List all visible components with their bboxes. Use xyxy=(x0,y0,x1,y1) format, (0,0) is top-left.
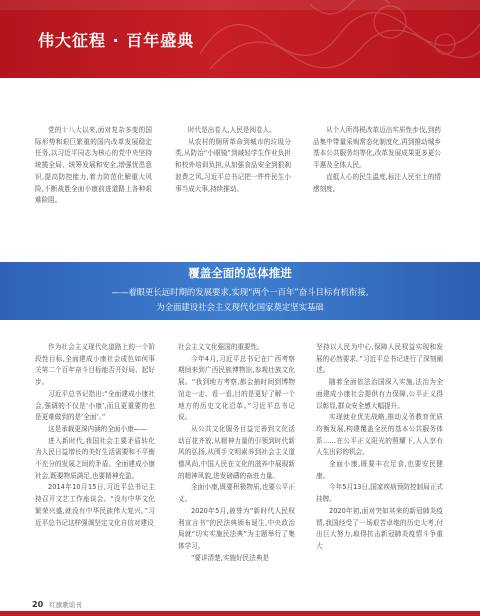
paragraph: 全面小康,既要丰衣足食,也要安民健康。 xyxy=(316,460,443,480)
bottom-column-2 xyxy=(178,342,295,592)
paragraph: 随着全面依法治国深入实施,法治为全面建成小康社会提供有力保障,公平正义得以彰显,群众安全感大幅提升。 xyxy=(316,378,443,410)
top-column-3 xyxy=(313,125,441,235)
subsection-band xyxy=(0,262,480,320)
paragraph: 进入新时代,我国社会主要矛盾转化为人民日益增长的美好生活需要和不平衡不充分的发展之间的矛盾。全面建成小康社会,既要物质满足,也要精神充盈。 xyxy=(35,436,155,480)
paragraph: 今年4月,习近平总书记在广西考察期间来到广西民族博物馆,参观壮族文化展。“我到地方考察,都会抽时间到博物馆走一走、看一看,目的是更好了解一个地方的历史文化沿革。”习近平总书记说。 xyxy=(178,354,295,422)
subsection-title: 覆盖全面的总体推进 xyxy=(188,266,292,280)
paragraph: 实现就业优先战略,推动义务教育优质均衡发展,构建覆盖全民的基本公共服务体系……在公平正义阳光的照耀下,人人享有人生出彩的机会。 xyxy=(316,413,443,457)
paragraph: 直抵人心的民生温度,标注人民至上的情感刻度。 xyxy=(313,172,441,193)
paragraph: 全面小康,既要积极物质,也要公平正义。 xyxy=(178,483,295,504)
bottom-column-1 xyxy=(35,342,155,592)
paragraph: 2014年10月15日,习近平总书记主持召开文艺工作座谈会。“没有中华文化繁荣兴盛,就没有中华民族伟大复兴。”习近平总书记这样强调坚定文化自信对建设 xyxy=(35,483,155,527)
top-column-2 xyxy=(175,125,291,235)
paragraph: 这是承载更深内涵的全面小康—— xyxy=(48,424,147,433)
page-footer xyxy=(32,600,82,609)
paragraph: “要讲清楚,实施好民法典是 xyxy=(191,553,270,562)
paragraph: 社会主义文化强国的重要性。 xyxy=(178,343,264,351)
paragraph: 党的十八大以来,面对复杂多变的国际形势和艰巨繁重的国内改革发展稳定任务,以习近平同志为核心的党中央坚持统揽全局、统筹发展和安全,增强忧患意识,提高防控能力,着力防范化解重大风险,不断战胜全面小康前进道路上各种艰难险阻。 xyxy=(35,126,152,205)
paragraph: 习近平总书记指出:“全面建成小康社会,强调的不仅是‘小康’,而且更重要的也是更难做到的是‘全面’。” xyxy=(35,389,155,422)
bottom-column-3 xyxy=(316,342,443,592)
paragraph: 坚持以人民为中心,保障人民权益实现和发展的必然要求。”习近平总书记进行了深刻阐述。 xyxy=(316,343,443,375)
top-column-1 xyxy=(35,125,152,235)
publication-name: 红旗歌谣刊 xyxy=(49,601,82,609)
paragraph: 从公共文化服务目益完善到文化活动百花齐放,从精神力量的引领到时代新风的弘扬,从围手文明素养到社会主义道德风尚,中国人民在文化的滋养中展现新的精神风貌,进发磅礴的奋进力量。 xyxy=(178,424,295,480)
subsection-subtitle-line-1: ——着眼更长远时期的发展要求,实现“两个一百年”奋斗目标有机衔接, xyxy=(111,287,369,297)
paragraph: 作为社会主义现代化道路上的一个阶段性目标,全面建成小康社会成色如何事关第二个百年奋斗目标能否开好局、起好步。 xyxy=(35,343,155,387)
paragraph: 从个人所得税改革迈出实质性步伐,到药品集中带量采购常态化制度化,再到推动城乡基本公共服务均等化,改革发展成果更多更公平惠及全体人民。 xyxy=(313,126,441,170)
subsection-subtitle-line-2: 为全面建设社会主义现代化国家奠定坚实基础 xyxy=(156,302,324,312)
page-number: 20 xyxy=(32,600,44,609)
paragraph: 时代是出卷人,人民是阅卷人。 xyxy=(188,126,276,134)
section-title: 伟大征程 · 百年盛典 xyxy=(38,31,195,50)
section-header-banner xyxy=(0,0,480,78)
ornament-pattern-icon xyxy=(190,0,480,78)
paragraph: 2020年初,面对突如其来的新冠肺炎疫情,我国经受了一场艰苦卓绝的历史大考,付出巨大努力,取得抗击新冠肺炎疫情斗争重大 xyxy=(316,506,443,550)
paragraph: 从农村的厕所革命到城市的垃圾分类,从防治“小眼镜”到减轻学生作业负担和校外培训负担,从加强食品安全到狠刹浪费之风,习近平总书记把一件件民生小事当成大事,持续推动。 xyxy=(175,137,291,193)
paragraph: 今年5月13日,国家疾病预防控制局正式挂牌。 xyxy=(316,483,443,504)
paragraph: 2020年5月,被誉为“新时代人民权利宣言书”的民法典颁布诞生,中央政治局就“切实实施民法典”为主题举行了集体学习。 xyxy=(178,506,295,550)
bottom-accent-strip xyxy=(0,611,480,616)
